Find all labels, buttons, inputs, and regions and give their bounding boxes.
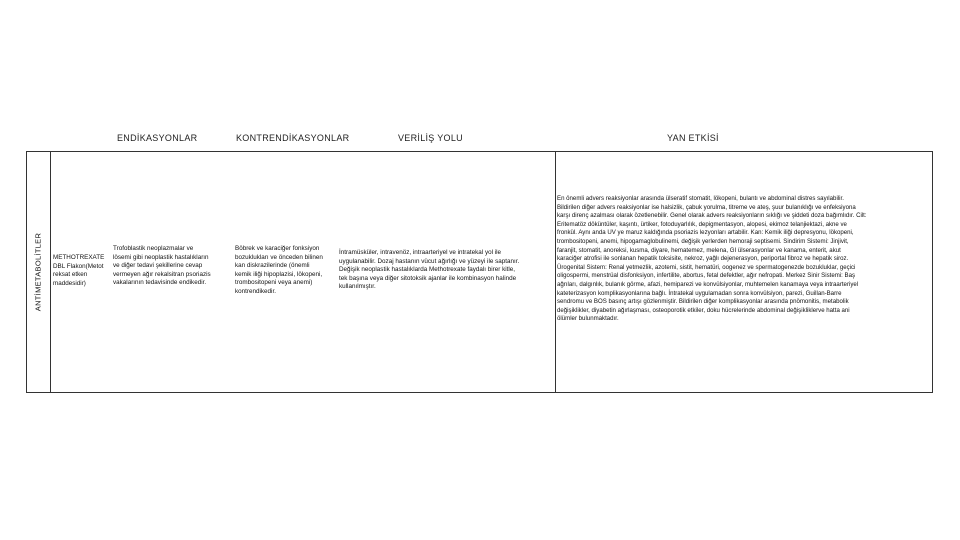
header-side-effects: YAN ETKİSİ [667,133,719,143]
indications-cell: Trofoblastik neoplazmalar ve lösemi gibi neoplastik hastalıkların ve diğer tedavi şekillerine cevap vermeyen ağır rekalsitran psoriazis vakalarının tedavisinde endikedir. [113,245,211,287]
row-group-label-text: ANTİMETABOLİTLER [33,232,43,312]
contraindications-cell: Böbrek ve karaciğer fonksiyon bozuklukları ve önceden bilinen kan diskrazilerinde (önemli kemik iliği hipoplazisi, lökopeni, trombositopeni veya anemi) kontrendikedir. [235,245,323,295]
column-divider [555,151,556,393]
header-contraindications: KONTRENDİKASYONLAR [236,133,350,143]
side-effects-cell: En önemli advers reaksiyonlar arasında ülseratif stomatit, lökopeni, bulantı ve abdominal distres sayılabilir. Bildirilen diğer advers reaksiyonlar ise halsizlik, çabuk yorulma, titreme ve ateş, şuur bulanıklığı ve enfeksiyona karşı direnç azalması olarak özetlenebilir. Genel olarak advers reaksiyonların sıklığı ve şiddeti doza bağımlıdır. Cilt: Eritematöz döküntüler, kaşıntı, ürtiker, fotoduyarlılık, depigmentasyon, alopesi, ekimoz telanjiektazi, akne ve fronkül. Aynı anda UV ye maruz kaldığında psoriazis lezyonları artabilir. Kan: Kemik iliği depresyonu, lökopeni, trombositopeni, anemi, hipogamaglobulinemi, değişik yerlerden hemoraji septisemi. Sindirim Sistemi: Jinjivit, faranjit, stomatit, anoreksi, kusma, diyare, hematemez, melena, GI ülserasyonlar ve kanama, enterit, akut karaciğer atrofisi ile sonlanan hepatik toksisite, nekroz, yağlı dejenerasyon, periportal fibroz ve hepatik siroz. Ürogenital Sistem: Renal yetmezlik, azotemi, sistit, hematüri, oogenez ve spermatogenezde bozukluklar, geçici oligospermi, menstrüal disfonksiyon, infertilite, abortus, fetal defektler, ağır nefropati. Merkez Sinir Sistemi: Baş ağrıları, dalgınlık, bulanık görme, afazi, hemiparezi ve konvülsiyonlar, muhtemelen kanamaya veya intraarteriyel kateterizasyon komplikasyonlarına bağlı. İntratekal uygulamadan sonra konvülsiyon, parezi, Guillan-Barre sendromu ve BOS basınç artışı gözlenmiştir. Bildirilen diğer komplikasyonlar arasında pnömonitis, metabolik değişiklikler, diyabetin ağırlaşması, osteoporotik etkiler, doku hücrelerinde abdominal değişikliklerve hatta ani ölümler bulunmaktadır. [557,195,867,323]
drug-name: METHOTREXATE DBL Flakon(Metot reksat etken maddesidir) [53,254,105,287]
row-group-label [26,151,50,393]
header-indications: ENDİKASYONLAR [117,133,198,143]
route-cell: İntramüsküler, intravenöz, intraarteriyel ve intratekal yol ile uygulanabilir. Dozaj hastanın vücut ağırlığı ve yüzeyi ile saptanır. Değişik neoplastik hastalıklarda Methotrexate faydalı birer kitle, tek başına veya diğer sitotoksik ajanlar ile kombinasyon halinde kullanılmıştır. [339,249,520,291]
column-divider [50,151,51,393]
header-route: VERİLİŞ YOLU [398,133,463,143]
